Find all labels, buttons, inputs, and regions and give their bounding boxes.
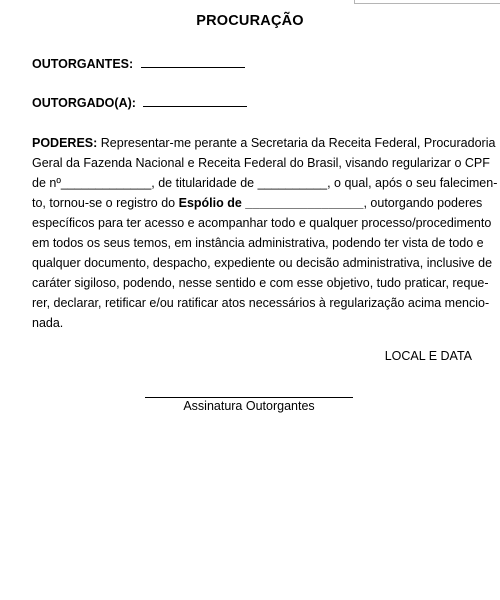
paragraph-text: , outorgando poderes	[363, 196, 483, 210]
poderes-label: PODERES:	[32, 136, 98, 150]
paragraph-text: Representar-me perante a Secretaria da Receita Federal, Procuradoria	[97, 136, 496, 150]
local-e-data: LOCAL E DATA	[384, 349, 472, 363]
outorgado-label: OUTORGADO(A):	[32, 96, 140, 110]
paragraph-text: to, tornou-se o registro do	[32, 196, 179, 210]
paragraph-line: qualquer documento, despacho, expediente ou decisão administrativa, inclusive de	[32, 256, 493, 270]
paragraph-line: rer, declarar, retificar e/ou ratificar atos necessários à regularização acima mencio-	[32, 296, 490, 310]
espolio-label: Espólio de _________________	[178, 196, 364, 210]
paragraph-line: específicos para ter acesso e acompanhar todo e qualquer processo/procedimento	[32, 216, 492, 230]
signature-line	[145, 397, 353, 398]
paragraph-line	[32, 133, 496, 153]
paragraph-line: caráter sigiloso, podendo, nesse sentido e com esse objetivo, tudo praticar, reque-	[32, 276, 489, 290]
outorgantes-label: OUTORGANTES:	[32, 57, 137, 71]
poderes-paragraph	[32, 133, 498, 333]
outorgado-field	[32, 96, 247, 110]
paragraph-line	[32, 193, 483, 213]
outorgantes-blank-line	[141, 66, 245, 68]
paragraph-line: Geral da Fazenda Nacional e Receita Federal do Brasil, visando regularizar o CPF	[32, 156, 490, 170]
paragraph-line: em todos os seus temos, em instância administrativa, podendo ter vista de todo e	[32, 236, 484, 250]
signature-label: Assinatura Outorgantes	[183, 399, 315, 413]
document-title: PROCURAÇÃO	[196, 13, 304, 29]
outorgado-blank-line	[143, 105, 247, 107]
outorgantes-field	[32, 57, 245, 71]
window-corner-frame	[354, 0, 500, 4]
paragraph-line: nada.	[32, 316, 64, 330]
paragraph-line: de nº_____________, de titularidade de __________, o qual, após o seu falecimen-	[32, 176, 498, 190]
